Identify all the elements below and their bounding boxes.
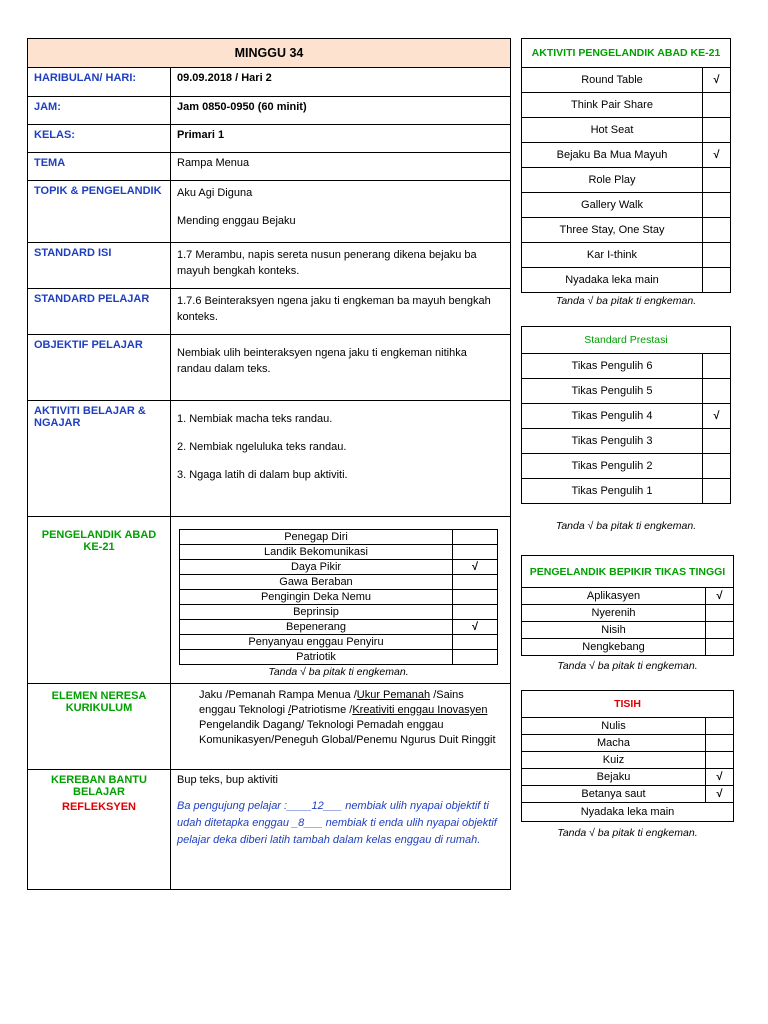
activity21-table	[521, 38, 731, 293]
activity21-item: Kar I-think	[522, 243, 703, 268]
lesson-plan-table	[27, 38, 511, 890]
curriculum-element-text-5: Patriotisme /	[291, 704, 353, 716]
performance-check[interactable]	[703, 454, 731, 479]
activity21-item: Round Table	[522, 68, 703, 93]
activity21-check[interactable]	[703, 193, 731, 218]
performance-item: Tikas Pengulih 5	[522, 379, 703, 404]
topic-value-1: Aku Agi Diguna	[177, 187, 253, 199]
skills21-item: Landik Bekomunikasi	[180, 545, 453, 560]
assessment-item: Nyadaka leka main	[522, 803, 734, 822]
assessment-row	[522, 735, 734, 752]
skills21-table	[179, 529, 498, 665]
performance-check[interactable]	[703, 429, 731, 454]
content-standard-text: 1.7 Merambu, napis sereta nusun penerang dikena bejaku ba mayuh bengkah konteks.	[177, 249, 477, 277]
performance-note: Tanda √ ba pitak ti engkeman.	[555, 520, 697, 532]
learning-standard-value	[171, 289, 511, 335]
performance-row	[522, 429, 731, 454]
content-standard-value	[171, 243, 511, 289]
activity21-row	[522, 243, 731, 268]
activity21-row	[522, 193, 731, 218]
activity-list	[171, 401, 511, 517]
assessment-note: Tanda √ ba pitak ti engkeman.	[557, 827, 698, 839]
hots-item: Nengkebang	[522, 639, 706, 656]
activity21-row	[522, 268, 731, 293]
week-title: MINGGU 34	[28, 39, 511, 68]
objective-value	[171, 335, 511, 401]
activity21-check[interactable]	[703, 168, 731, 193]
topic-label: TOPIK & PENGELANDIK	[28, 181, 171, 243]
curriculum-element-text-4: /	[288, 704, 292, 716]
activity21-check[interactable]	[703, 93, 731, 118]
theme-value: Rampa Menua	[171, 153, 511, 181]
skills21-item: Gawa Beraban	[180, 575, 453, 590]
skills21-item: Penegap Diri	[180, 530, 453, 545]
performance-row	[522, 404, 731, 429]
skills21-row	[180, 575, 498, 590]
activity21-check[interactable]: √	[703, 68, 731, 93]
content-standard-label: STANDARD ISI	[28, 243, 171, 289]
activity-item-3: 3. Ngaga latih di dalam bup aktiviti.	[177, 469, 348, 481]
skills21-row	[180, 545, 498, 560]
performance-item: Tikas Pengulih 2	[522, 454, 703, 479]
assessment-item: Betanya saut	[522, 786, 706, 803]
skills21-item: Daya Pikir	[180, 560, 453, 575]
skills21-row	[180, 530, 498, 545]
assessment-check[interactable]: √	[706, 769, 734, 786]
performance-check[interactable]: √	[703, 404, 731, 429]
curriculum-element-text-7: Pengelandik Dagang/ Teknologi Pemadah enggau Komunikasyen/Peneguh Global/Penemu Ngurus Duit Ringgit	[199, 719, 496, 746]
curriculum-element-label: ELEMEN NERESA KURIKULUM	[28, 684, 171, 770]
skills21-item: Bepenerang	[180, 620, 453, 635]
activity21-title: AKTIVITI PENGELANDIK ABAD KE-21	[522, 39, 731, 68]
time-value: Jam 0850-0950 (60 minit)	[171, 97, 511, 125]
curriculum-element-text-2: Ukur Pemanah	[356, 689, 431, 701]
hots-check[interactable]: √	[706, 588, 734, 605]
skills21-item: Pengingin Deka Nemu	[180, 590, 453, 605]
assessment-row	[522, 769, 734, 786]
skills21-row	[180, 650, 498, 665]
assessment-check[interactable]: √	[706, 786, 734, 803]
assessment-table	[521, 690, 734, 822]
skills21-note: Tanda √ ba pitak ti engkeman.	[268, 666, 409, 678]
performance-row	[522, 379, 731, 404]
skills21-cell	[171, 517, 511, 684]
skills21-check[interactable]	[453, 650, 498, 665]
topic-value-2: Mending enggau Bejaku	[177, 215, 296, 227]
curriculum-element-value	[171, 684, 511, 770]
skills21-item: Beprinsip	[180, 605, 453, 620]
assessment-item: Bejaku	[522, 769, 706, 786]
hots-note: Tanda √ ba pitak ti engkeman.	[557, 660, 698, 672]
performance-item: Tikas Pengulih 1	[522, 479, 703, 504]
activity21-item: Role Play	[522, 168, 703, 193]
hots-check[interactable]	[706, 622, 734, 639]
skills21-row	[180, 590, 498, 605]
hots-check[interactable]	[706, 605, 734, 622]
assessment-item: Nulis	[522, 718, 706, 735]
skills21-item: Patriotik	[180, 650, 453, 665]
hots-check[interactable]	[706, 639, 734, 656]
objective-label: OBJEKTIF PELAJAR	[28, 335, 171, 401]
class-label: KELAS:	[28, 125, 171, 153]
skills21-label: PENGELANDIK ABAD KE-21	[28, 517, 171, 684]
activity21-item: Gallery Walk	[522, 193, 703, 218]
activity21-item: Nyadaka leka main	[522, 268, 703, 293]
assessment-check[interactable]	[706, 752, 734, 769]
performance-item: Tikas Pengulih 4	[522, 404, 703, 429]
skills21-check[interactable]	[453, 605, 498, 620]
activity21-row	[522, 93, 731, 118]
activity21-check[interactable]: √	[703, 143, 731, 168]
hots-item: Nyerenih	[522, 605, 706, 622]
performance-row	[522, 479, 731, 504]
skills21-row	[180, 560, 498, 575]
performance-row	[522, 354, 731, 379]
activity21-row	[522, 218, 731, 243]
assessment-check[interactable]	[706, 735, 734, 752]
performance-standard-title: Standard Prestasi	[522, 327, 731, 354]
date-value: 09.09.2018 / Hari 2	[171, 68, 511, 97]
skills21-check[interactable]	[453, 545, 498, 560]
skills21-check[interactable]	[453, 575, 498, 590]
skills21-item: Penyanyau enggau Penyiru	[180, 635, 453, 650]
activity21-row	[522, 118, 731, 143]
hots-title: PENGELANDIK BEPIKIR TIKAS TINGGI	[522, 556, 734, 588]
skills21-check[interactable]: √	[453, 560, 498, 575]
curriculum-element-text-6: Kreativiti enggau Inovasyen	[352, 704, 488, 716]
objective-text: Nembiak ulih beinteraksyen ngena jaku ti engkeman nitihka randau dalam teks.	[177, 347, 467, 375]
assessment-row	[522, 803, 734, 822]
performance-check[interactable]	[703, 379, 731, 404]
reflection-label: REFLEKSYEN	[62, 801, 136, 813]
performance-item: Tikas Pengulih 3	[522, 429, 703, 454]
activity21-row	[522, 68, 731, 93]
performance-item: Tikas Pengulih 6	[522, 354, 703, 379]
learning-standard-label: STANDARD PELAJAR	[28, 289, 171, 335]
assessment-row	[522, 718, 734, 735]
assessment-check[interactable]	[706, 718, 734, 735]
assessment-item: Kuiz	[522, 752, 706, 769]
class-value: Primari 1	[171, 125, 511, 153]
activity-item-1: 1. Nembiak macha teks randau.	[177, 413, 333, 425]
assessment-title: TISIH	[522, 691, 734, 718]
skills21-row	[180, 620, 498, 635]
performance-check[interactable]	[703, 354, 731, 379]
activity-item-2: 2. Nembiak ngeluluka teks randau.	[177, 441, 347, 453]
activity21-note: Tanda √ ba pitak ti engkeman.	[555, 295, 697, 307]
skills21-check[interactable]: √	[453, 620, 498, 635]
activity21-item: Think Pair Share	[522, 93, 703, 118]
curriculum-element-text-3: /Sains enggau Teknologi	[199, 689, 464, 716]
curriculum-element-text-1: Jaku /Pemanah Rampa Menua /	[199, 689, 357, 701]
resources-reflection-labels	[28, 770, 171, 890]
theme-label: TEMA	[28, 153, 171, 181]
assessment-row	[522, 752, 734, 769]
assessment-row	[522, 786, 734, 803]
date-label: HARIBULAN/ HARI:	[28, 68, 171, 97]
activity21-item: Bejaku Ba Mua Mayuh	[522, 143, 703, 168]
skills21-row	[180, 635, 498, 650]
hots-item: Aplikasyen	[522, 588, 706, 605]
skills21-check[interactable]	[453, 530, 498, 545]
activity21-row	[522, 168, 731, 193]
skills21-row	[180, 605, 498, 620]
hots-row	[522, 622, 734, 639]
time-label: JAM:	[28, 97, 171, 125]
hots-row	[522, 605, 734, 622]
resources-value: Bup teks, bup aktiviti	[177, 774, 278, 786]
hots-item: Nisih	[522, 622, 706, 639]
performance-row	[522, 454, 731, 479]
assessment-item: Macha	[522, 735, 706, 752]
activity21-item: Three Stay, One Stay	[522, 218, 703, 243]
activity21-item: Hot Seat	[522, 118, 703, 143]
skills21-check[interactable]	[453, 590, 498, 605]
topic-value	[171, 181, 511, 243]
activity21-check[interactable]	[703, 218, 731, 243]
activity21-row	[522, 143, 731, 168]
activity21-check[interactable]	[703, 243, 731, 268]
hots-row	[522, 639, 734, 656]
learning-standard-text: 1.7.6 Beinteraksyen ngena jaku ti engkeman ba mayuh bengkah konteks.	[177, 295, 491, 323]
performance-standard-table	[521, 326, 731, 504]
reflection-value: Ba pengujung pelajar :____12___ nembiak ulih nyapai objektif ti udah ditetapka enggau _8___ nembiak ti enda ulih nyapai objektif pelajar deka diberi latih tambah dalam kelas enggau di rumah.	[177, 800, 497, 846]
activity21-check[interactable]	[703, 118, 731, 143]
activity21-check[interactable]	[703, 268, 731, 293]
performance-check[interactable]	[703, 479, 731, 504]
resources-reflection-values	[171, 770, 511, 890]
resources-label: KEREBAN BANTU BELAJAR	[51, 774, 147, 798]
hots-row	[522, 588, 734, 605]
hots-table	[521, 555, 734, 656]
activity-label: AKTIVITI BELAJAR & NGAJAR	[28, 401, 171, 517]
skills21-check[interactable]	[453, 635, 498, 650]
